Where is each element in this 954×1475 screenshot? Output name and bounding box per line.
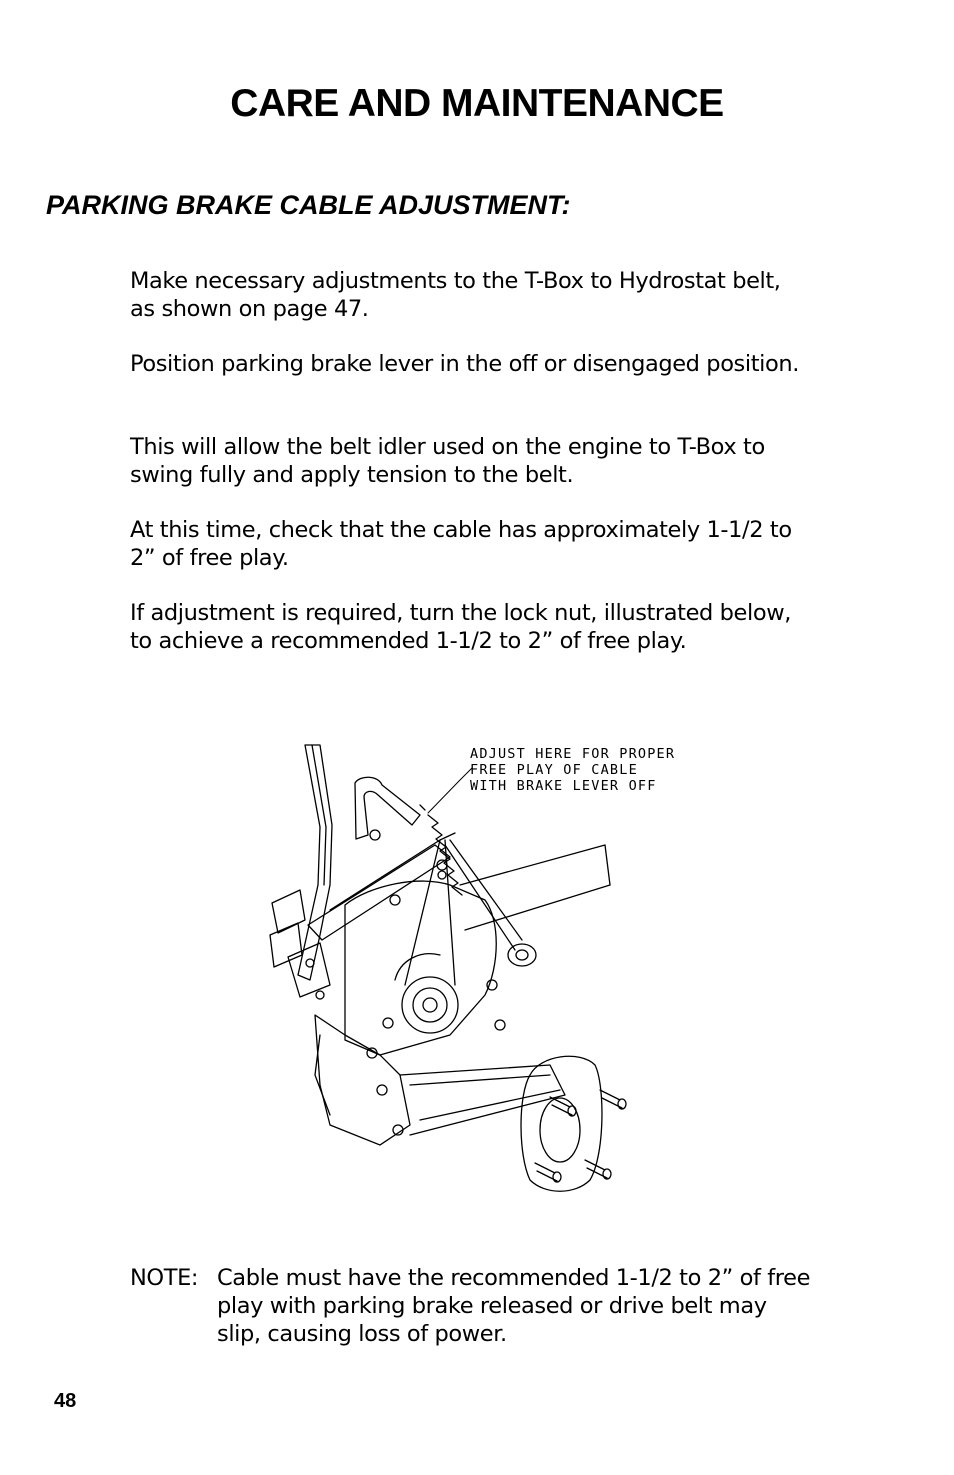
note-label: NOTE:: [130, 1265, 199, 1291]
note-text: Cable must have the recommended 1-1/2 to 2” of free play with parking brake released or drive belt may slip, causing loss of power.: [217, 1265, 811, 1347]
paragraph-check-free-play: At this time, check that the cable has approximately 1-1/2 to 2” of free play.: [130, 517, 792, 571]
paragraph-lock-nut-adjustment: If adjustment is required, turn the lock nut, illustrated below, to achieve a recommended 1-1/2 to 2” of free play.: [130, 600, 791, 654]
paragraph-brake-lever-position: Position parking brake lever in the off or disengaged position.: [130, 351, 799, 377]
paragraph-belt-adjustment: Make necessary adjustments to the T-Box to Hydrostat belt, as shown on page 47.: [130, 268, 781, 322]
page-number: 48: [54, 1390, 77, 1412]
page-title: CARE AND MAINTENANCE: [230, 82, 724, 125]
paragraph-belt-idler: This will allow the belt idler used on the engine to T-Box to swing fully and apply tension to the belt.: [130, 434, 765, 488]
diagram-label-line-1: ADJUST HERE FOR PROPER: [470, 746, 676, 762]
diagram-label-line-3: WITH BRAKE LEVER OFF: [470, 778, 657, 794]
diagram-label-line-2: FREE PLAY OF CABLE: [470, 762, 638, 778]
section-heading: PARKING BRAKE CABLE ADJUSTMENT:: [46, 190, 571, 220]
parking-brake-cable-diagram: [260, 735, 730, 1225]
